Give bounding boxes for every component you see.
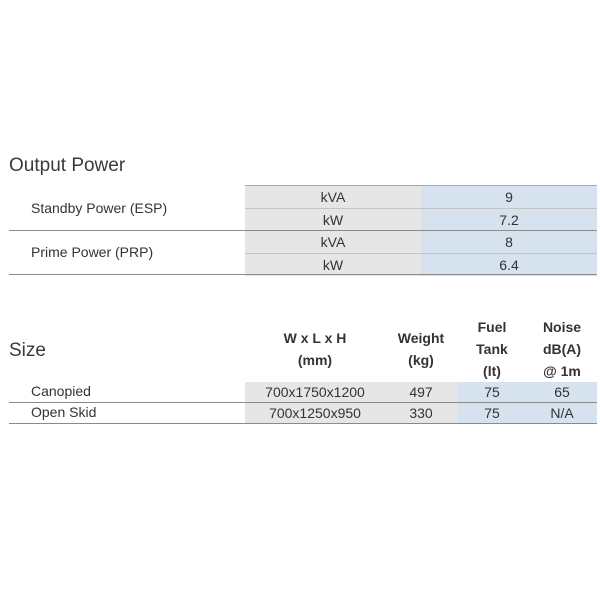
standby-kva-value: 9	[421, 186, 597, 208]
canopied-fuel-tank: 75	[457, 382, 527, 402]
open-skid-label: Open Skid	[31, 404, 97, 420]
open-skid-noise: N/A	[527, 403, 597, 423]
standby-kw-value: 7.2	[421, 209, 597, 231]
open-skid-dimensions: 700x1250x950	[245, 403, 385, 423]
canopied-label: Canopied	[31, 383, 91, 399]
table-bottom-rule	[9, 274, 597, 275]
canopied-weight: 497	[385, 382, 457, 402]
output-power-title: Output Power	[9, 155, 126, 176]
noise-header: Noise dB(A) @ 1m	[542, 319, 582, 379]
canopied-noise: 65	[527, 382, 597, 402]
dimensions-header: W x L x H (mm)	[283, 330, 347, 368]
standby-kw-unit: kW	[245, 209, 421, 231]
prime-kva-value: 8	[421, 231, 597, 253]
standby-kva-unit: kVA	[245, 186, 421, 208]
canopied-dimensions: 700x1750x1200	[245, 382, 385, 402]
size-title: Size	[9, 340, 46, 361]
prime-kva-unit: kVA	[245, 231, 421, 253]
standby-power-label: Standby Power (ESP)	[31, 200, 168, 216]
prime-kw-unit: kW	[245, 254, 421, 276]
open-skid-weight: 330	[385, 403, 457, 423]
fuel-tank-header: Fuel Tank (lt)	[476, 319, 508, 379]
prime-kw-value: 6.4	[421, 254, 597, 276]
weight-header: Weight (kg)	[397, 330, 445, 368]
prime-power-label: Prime Power (PRP)	[31, 244, 154, 260]
open-skid-fuel-tank: 75	[457, 403, 527, 423]
table-bottom-rule	[9, 423, 597, 424]
